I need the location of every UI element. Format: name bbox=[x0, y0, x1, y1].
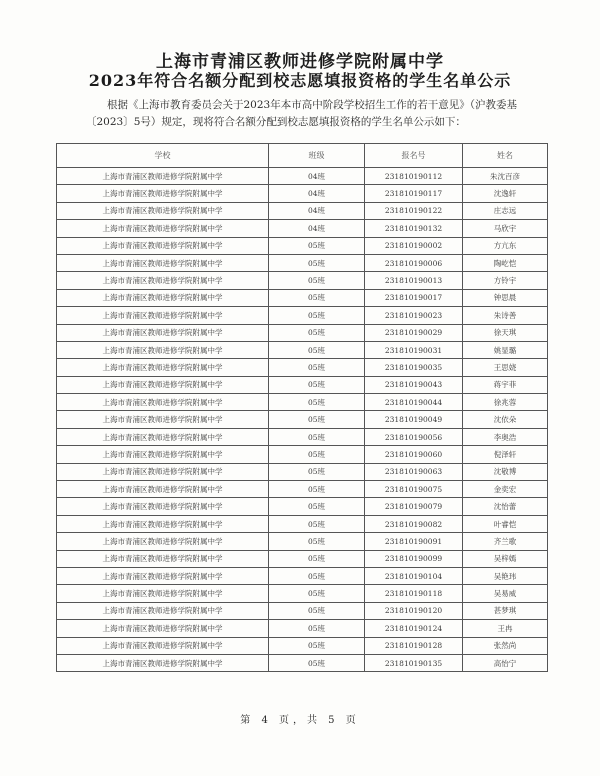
table-row bbox=[57, 376, 548, 393]
registration-number-cell: 231810190006 bbox=[365, 254, 463, 271]
registration-number-cell: 231810190002 bbox=[365, 237, 463, 254]
registration-number-cell: 231810190044 bbox=[365, 394, 463, 411]
class-cell: 05班 bbox=[269, 341, 365, 358]
name-cell: 钟思晨 bbox=[463, 289, 548, 306]
column-header-registration-number: 报名号 bbox=[365, 144, 463, 168]
name-cell: 沈逸轩 bbox=[463, 185, 548, 202]
table-row bbox=[57, 289, 548, 306]
registration-number-cell: 231810190043 bbox=[365, 376, 463, 393]
registration-number-cell: 231810190122 bbox=[365, 202, 463, 219]
page-number: 第 4 页，共 5 页 bbox=[240, 715, 360, 726]
class-cell: 05班 bbox=[269, 324, 365, 341]
name-cell: 沈怡蕾 bbox=[463, 498, 548, 515]
school-cell: 上海市青浦区教师进修学院附属中学 bbox=[57, 602, 269, 619]
registration-number-cell: 231810190117 bbox=[365, 185, 463, 202]
registration-number-cell: 231810190017 bbox=[365, 289, 463, 306]
registration-number-cell: 231810190112 bbox=[365, 168, 463, 185]
class-cell: 04班 bbox=[269, 185, 365, 202]
table-row bbox=[57, 446, 548, 463]
name-cell: 张然尚 bbox=[463, 637, 548, 654]
class-cell: 05班 bbox=[269, 394, 365, 411]
table-row bbox=[57, 185, 548, 202]
school-cell: 上海市青浦区教师进修学院附属中学 bbox=[57, 376, 269, 393]
class-cell: 05班 bbox=[269, 620, 365, 637]
name-cell: 金奕宏 bbox=[463, 481, 548, 498]
table-row bbox=[57, 341, 548, 358]
table-row bbox=[57, 463, 548, 480]
table-row bbox=[57, 272, 548, 289]
column-header-name: 姓名 bbox=[463, 144, 548, 168]
school-cell: 上海市青浦区教师进修学院附属中学 bbox=[57, 220, 269, 237]
table-row bbox=[57, 498, 548, 515]
registration-number-cell: 231810190118 bbox=[365, 585, 463, 602]
school-cell: 上海市青浦区教师进修学院附属中学 bbox=[57, 185, 269, 202]
class-cell: 05班 bbox=[269, 498, 365, 515]
name-cell: 吴艳玮 bbox=[463, 567, 548, 584]
class-cell: 05班 bbox=[269, 654, 365, 671]
table-row bbox=[57, 168, 548, 185]
name-cell: 姚显璐 bbox=[463, 341, 548, 358]
table-row bbox=[57, 324, 548, 341]
table-row bbox=[57, 567, 548, 584]
class-cell: 05班 bbox=[269, 515, 365, 532]
registration-number-cell: 231810190031 bbox=[365, 341, 463, 358]
school-cell: 上海市青浦区教师进修学院附属中学 bbox=[57, 533, 269, 550]
school-cell: 上海市青浦区教师进修学院附属中学 bbox=[57, 428, 269, 445]
name-cell: 李奥浩 bbox=[463, 428, 548, 445]
school-cell: 上海市青浦区教师进修学院附属中学 bbox=[57, 515, 269, 532]
name-cell: 蒋宇菲 bbox=[463, 376, 548, 393]
registration-number-cell: 231810190091 bbox=[365, 533, 463, 550]
table-row bbox=[57, 515, 548, 532]
document-title: 上海市青浦区教师进修学院附属中学 bbox=[156, 52, 444, 72]
class-cell: 05班 bbox=[269, 376, 365, 393]
name-cell: 王思娆 bbox=[463, 359, 548, 376]
school-cell: 上海市青浦区教师进修学院附属中学 bbox=[57, 237, 269, 254]
class-cell: 05班 bbox=[269, 307, 365, 324]
school-cell: 上海市青浦区教师进修学院附属中学 bbox=[57, 620, 269, 637]
name-cell: 沈敬博 bbox=[463, 463, 548, 480]
registration-number-cell: 231810190013 bbox=[365, 272, 463, 289]
table-row bbox=[57, 394, 548, 411]
school-cell: 上海市青浦区教师进修学院附属中学 bbox=[57, 550, 269, 567]
table-row bbox=[57, 602, 548, 619]
school-cell: 上海市青浦区教师进修学院附属中学 bbox=[57, 341, 269, 358]
class-cell: 04班 bbox=[269, 168, 365, 185]
student-roster-table bbox=[56, 143, 548, 672]
table-row bbox=[57, 637, 548, 654]
school-cell: 上海市青浦区教师进修学院附属中学 bbox=[57, 654, 269, 671]
school-cell: 上海市青浦区教师进修学院附属中学 bbox=[57, 481, 269, 498]
class-cell: 05班 bbox=[269, 550, 365, 567]
name-cell: 甚梦琪 bbox=[463, 602, 548, 619]
registration-number-cell: 231810190023 bbox=[365, 307, 463, 324]
table-row bbox=[57, 654, 548, 671]
name-cell: 徐天琪 bbox=[463, 324, 548, 341]
name-cell: 倪泽轩 bbox=[463, 446, 548, 463]
school-cell: 上海市青浦区教师进修学院附属中学 bbox=[57, 637, 269, 654]
document-subtitle: 2023年符合名额分配到校志愿填报资格的学生名单公示 bbox=[88, 71, 512, 90]
name-cell: 方亢东 bbox=[463, 237, 548, 254]
school-cell: 上海市青浦区教师进修学院附属中学 bbox=[57, 446, 269, 463]
table-row bbox=[57, 202, 548, 219]
registration-number-cell: 231810190063 bbox=[365, 463, 463, 480]
name-cell: 王冉 bbox=[463, 620, 548, 637]
name-cell: 高怡宁 bbox=[463, 654, 548, 671]
school-cell: 上海市青浦区教师进修学院附属中学 bbox=[57, 272, 269, 289]
class-cell: 05班 bbox=[269, 637, 365, 654]
school-cell: 上海市青浦区教师进修学院附属中学 bbox=[57, 359, 269, 376]
name-cell: 马欣宇 bbox=[463, 220, 548, 237]
class-cell: 05班 bbox=[269, 533, 365, 550]
table-body bbox=[57, 168, 548, 672]
name-cell: 叶睿恺 bbox=[463, 515, 548, 532]
registration-number-cell: 231810190029 bbox=[365, 324, 463, 341]
class-cell: 05班 bbox=[269, 602, 365, 619]
table-row bbox=[57, 533, 548, 550]
registration-number-cell: 231810190035 bbox=[365, 359, 463, 376]
class-cell: 05班 bbox=[269, 254, 365, 271]
school-cell: 上海市青浦区教师进修学院附属中学 bbox=[57, 202, 269, 219]
registration-number-cell: 231810190124 bbox=[365, 620, 463, 637]
table-row bbox=[57, 220, 548, 237]
name-cell: 沈依朵 bbox=[463, 411, 548, 428]
name-cell: 齐兰歌 bbox=[463, 533, 548, 550]
table-row bbox=[57, 237, 548, 254]
registration-number-cell: 231810190049 bbox=[365, 411, 463, 428]
school-cell: 上海市青浦区教师进修学院附属中学 bbox=[57, 394, 269, 411]
table-header-row bbox=[57, 144, 548, 168]
table-row bbox=[57, 411, 548, 428]
table-row bbox=[57, 481, 548, 498]
school-cell: 上海市青浦区教师进修学院附属中学 bbox=[57, 585, 269, 602]
registration-number-cell: 231810190104 bbox=[365, 567, 463, 584]
name-cell: 陶屹恺 bbox=[463, 254, 548, 271]
class-cell: 05班 bbox=[269, 411, 365, 428]
school-cell: 上海市青浦区教师进修学院附属中学 bbox=[57, 567, 269, 584]
school-cell: 上海市青浦区教师进修学院附属中学 bbox=[57, 463, 269, 480]
table-row bbox=[57, 428, 548, 445]
school-cell: 上海市青浦区教师进修学院附属中学 bbox=[57, 498, 269, 515]
school-cell: 上海市青浦区教师进修学院附属中学 bbox=[57, 307, 269, 324]
table-row bbox=[57, 550, 548, 567]
name-cell: 方铃宇 bbox=[463, 272, 548, 289]
name-cell: 朱沈百彦 bbox=[463, 168, 548, 185]
registration-number-cell: 231810190128 bbox=[365, 637, 463, 654]
registration-number-cell: 231810190132 bbox=[365, 220, 463, 237]
registration-number-cell: 231810190075 bbox=[365, 481, 463, 498]
registration-number-cell: 231810190082 bbox=[365, 515, 463, 532]
class-cell: 05班 bbox=[269, 481, 365, 498]
school-cell: 上海市青浦区教师进修学院附属中学 bbox=[57, 254, 269, 271]
registration-number-cell: 231810190120 bbox=[365, 602, 463, 619]
registration-number-cell: 231810190135 bbox=[365, 654, 463, 671]
table-row bbox=[57, 585, 548, 602]
registration-number-cell: 231810190056 bbox=[365, 428, 463, 445]
registration-number-cell: 231810190060 bbox=[365, 446, 463, 463]
column-header-class: 班级 bbox=[269, 144, 365, 168]
name-cell: 吴易威 bbox=[463, 585, 548, 602]
class-cell: 05班 bbox=[269, 428, 365, 445]
registration-number-cell: 231810190099 bbox=[365, 550, 463, 567]
table-row bbox=[57, 254, 548, 271]
school-cell: 上海市青浦区教师进修学院附属中学 bbox=[57, 411, 269, 428]
class-cell: 05班 bbox=[269, 237, 365, 254]
class-cell: 05班 bbox=[269, 272, 365, 289]
school-cell: 上海市青浦区教师进修学院附属中学 bbox=[57, 289, 269, 306]
table-row bbox=[57, 620, 548, 637]
class-cell: 04班 bbox=[269, 220, 365, 237]
class-cell: 05班 bbox=[269, 359, 365, 376]
table-row bbox=[57, 359, 548, 376]
class-cell: 05班 bbox=[269, 585, 365, 602]
name-cell: 朱诗善 bbox=[463, 307, 548, 324]
registration-number-cell: 231810190079 bbox=[365, 498, 463, 515]
table-row bbox=[57, 307, 548, 324]
class-cell: 05班 bbox=[269, 567, 365, 584]
school-cell: 上海市青浦区教师进修学院附属中学 bbox=[57, 324, 269, 341]
class-cell: 05班 bbox=[269, 289, 365, 306]
class-cell: 04班 bbox=[269, 202, 365, 219]
class-cell: 05班 bbox=[269, 463, 365, 480]
class-cell: 05班 bbox=[269, 446, 365, 463]
intro-paragraph: 根据《上海市教育委员会关于2023年本市高中阶段学校招生工作的若干意见》（沪教委基〔2023〕5号）规定，现将符合名额分配到校志愿填报资格的学生名单公示如下： bbox=[86, 99, 517, 128]
name-cell: 吴梓嫣 bbox=[463, 550, 548, 567]
column-header-school: 学校 bbox=[57, 144, 269, 168]
school-cell: 上海市青浦区教师进修学院附属中学 bbox=[57, 168, 269, 185]
name-cell: 徐兆蓉 bbox=[463, 394, 548, 411]
name-cell: 庄志远 bbox=[463, 202, 548, 219]
